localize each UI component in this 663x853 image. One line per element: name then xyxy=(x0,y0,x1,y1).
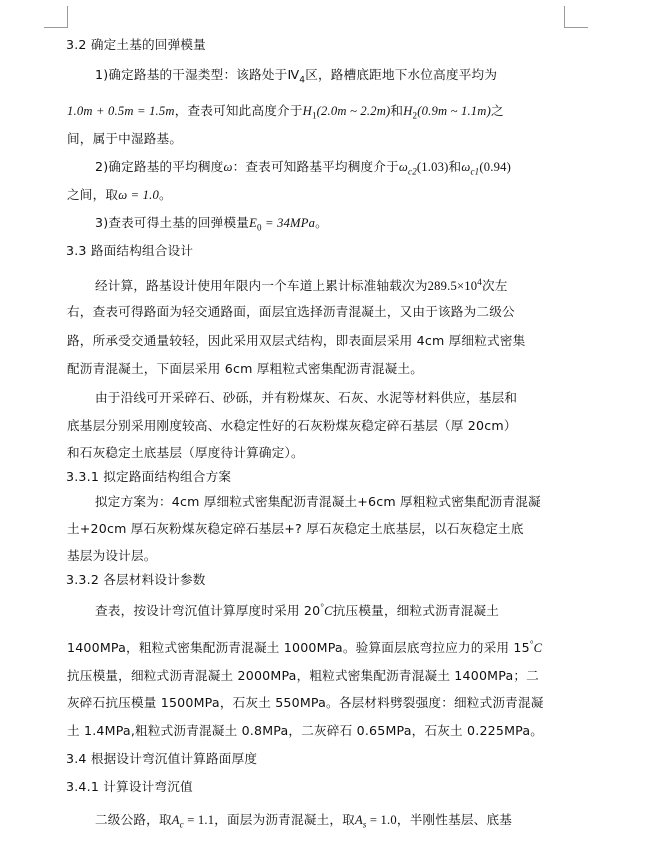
section-heading: 3.3.1 拟定路面结构组合方案 xyxy=(66,469,232,484)
paragraph-line: 右，查表可得路面为轻交通路面，面层宜选择沥青混凝土，又由于该路为二级公 xyxy=(67,304,515,319)
section-heading: 3.4 根据设计弯沉值计算路面厚度 xyxy=(66,751,258,766)
section-heading: 3.4.1 计算设计弯沉值 xyxy=(66,779,193,794)
paragraph-line: 灰碎石抗压模量 1500MPa，石灰土 550MPa。各层材料劈裂强度：细粒式沥青混凝 xyxy=(67,695,544,710)
section-heading: 3.2 确定土基的回弹模量 xyxy=(66,37,206,52)
paragraph-line: 和石灰稳定土底基层（厚度待计算确定）。 xyxy=(67,445,304,460)
paragraph-line: 抗压模量，细粒式沥青混凝土 2000MPa，粗粒式密集配沥青混凝土 1400MPa；二 xyxy=(67,668,539,683)
paragraph-line: 二级公路，取$A_c = 1.1$，面层为沥青混凝土，取$A_s = 1.0$，半刚性基层、底基 xyxy=(95,812,513,830)
crop-mark-top-right-vertical xyxy=(564,6,565,28)
paragraph-line: 间，属于中湿路基。 xyxy=(67,131,183,146)
paragraph-line: 路，所承受交通量较轻，因此采用双层式结构，即表面层采用 4cm 厚细粒式密集 xyxy=(67,333,526,348)
paragraph-line: 1400MPa，粗粒式密集配沥青混凝土 1000MPa。验算面层底弯拉应力的采用 15°C xyxy=(67,639,543,656)
section-heading: 3.3 路面结构组合设计 xyxy=(66,243,194,258)
paragraph-line: 由于沿线可开采碎石、砂砾，并有粉煤灰、石灰、水泥等材料供应，基层和 xyxy=(95,390,518,405)
paragraph-line: 土 1.4MPa,粗粒式沥青混凝土 0.8MPa，二灰碎石 0.65MPa，石灰土 0.225MPa。 xyxy=(67,723,544,738)
paragraph-line: 之间，取ω = 1.0。 xyxy=(67,187,172,202)
paragraph-line: 土+20cm 厚石灰粉煤灰稳定碎石基层+? 厚石灰稳定土底基层，以石灰稳定土底 xyxy=(67,521,524,536)
paragraph-line: 1.0m + 0.5m = 1.5m，查表可知此高度介于$H_1(2.0m$ ~ 2.2m)和$H_2(0.9m$ ~ 1.1m)之 xyxy=(67,103,504,121)
crop-mark-top-right-horizontal xyxy=(564,27,588,28)
crop-mark-top-left-horizontal xyxy=(44,27,68,28)
section-heading: 3.3.2 各层材料设计参数 xyxy=(66,572,206,587)
paragraph-line: 2)确定路基的平均稠度ω：查表可知路基平均稠度介于$\omega_{c2}(1.03)$和$\omega_{c1}(0.94)$ xyxy=(95,159,511,177)
paragraph-line: 配沥青混凝土，下面层采用 6cm 厚粗粒式密集配沥青混凝土。 xyxy=(67,361,424,376)
paragraph-line: 经计算，路基设计使用年限内一个车道上累计标准轴载次为$289.5\times 10^4$次左 xyxy=(95,277,508,294)
paragraph-line: 底基层分别采用刚度较高、水稳定性好的石灰粉煤灰稳定碎石基层（厚 20cm） xyxy=(67,418,517,433)
paragraph-line: 查表，按设计弯沉值计算厚度时采用 20°C抗压模量，细粒式沥青混凝土 xyxy=(95,602,500,619)
crop-mark-top-left-vertical xyxy=(67,6,68,28)
paragraph-line: 1)确定路基的干湿类型：该路处于$Ⅳ_4$区，路槽底距地下水位高度平均为 xyxy=(95,67,498,86)
paragraph-line: 基层为设计层。 xyxy=(67,548,157,563)
paragraph-line: 3)查表可得土基的回弹模量$E_0 = 34MPa$。 xyxy=(95,215,328,233)
paragraph-line: 拟定方案为：4cm 厚细粒式密集配沥青混凝土+6cm 厚粗粒式密集配沥青混凝 xyxy=(95,494,541,509)
